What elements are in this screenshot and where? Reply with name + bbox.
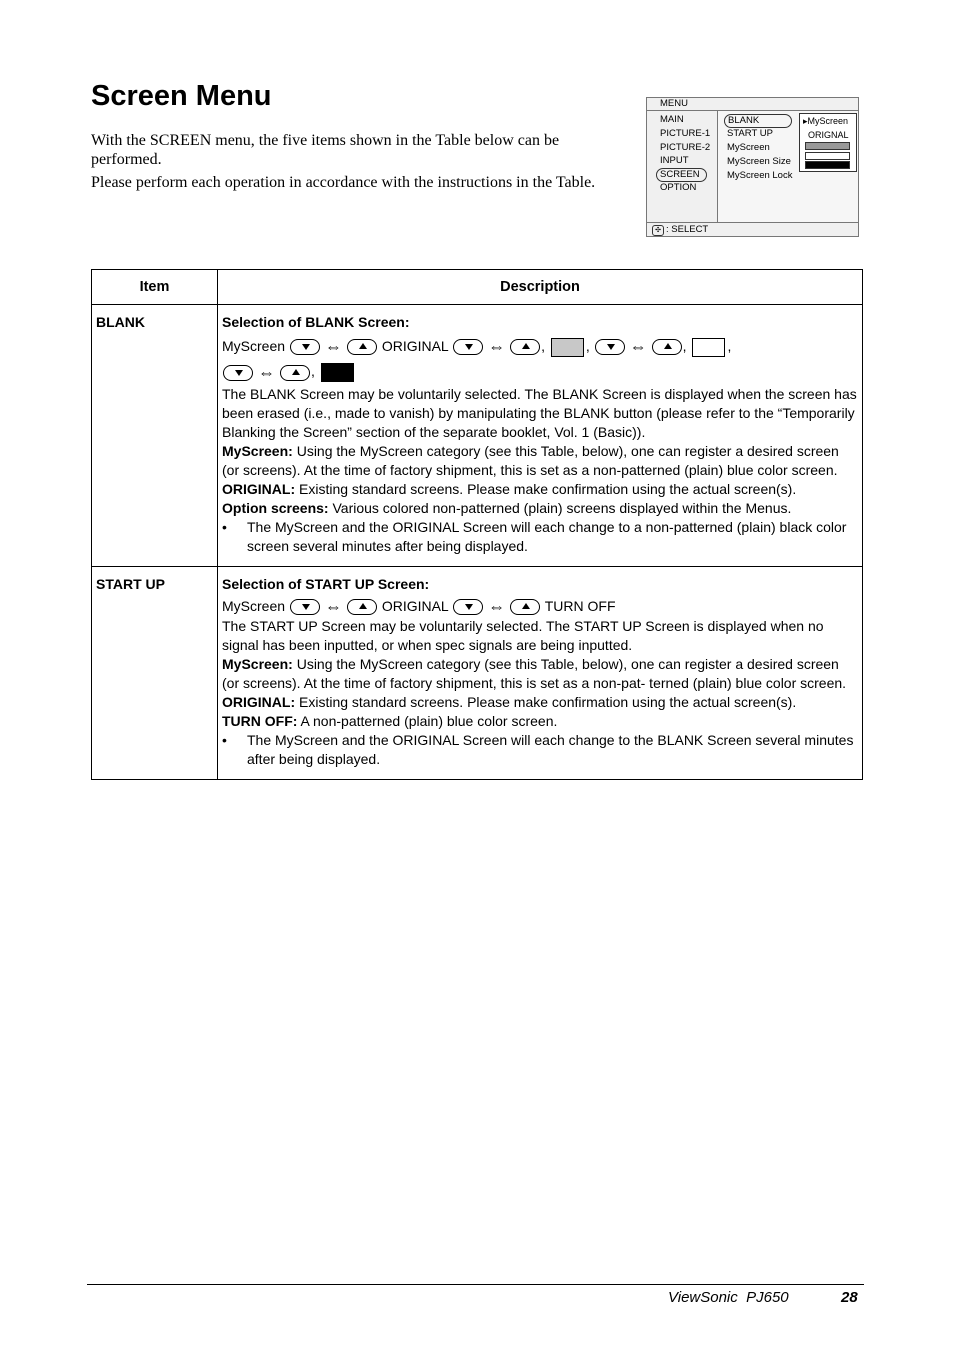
description-start-up bbox=[218, 566, 863, 779]
description-blank bbox=[218, 305, 863, 567]
up-button-icon bbox=[510, 339, 540, 355]
footer-divider bbox=[87, 1284, 864, 1285]
term-label: MyScreen: bbox=[222, 442, 293, 459]
white-screen-swatch bbox=[692, 338, 725, 357]
term-text: Existing standard screens. Please make confirmation using the actual screen(s). bbox=[295, 693, 797, 710]
osd-sub-item: MyScreen bbox=[727, 142, 770, 153]
bullet-text: The MyScreen and the ORIGINAL Screen will each change to the BLANK Screen several minutes after being displayed. bbox=[247, 731, 854, 767]
down-button-icon bbox=[595, 339, 625, 355]
up-button-icon bbox=[347, 599, 377, 615]
item-blank: BLANK bbox=[92, 305, 218, 567]
seq-label: MyScreen bbox=[222, 338, 286, 354]
osd-header-label: MENU bbox=[660, 98, 688, 109]
term-text: Existing standard screens. Please make confirmation using the actual screen(s). bbox=[295, 480, 797, 497]
blank-original-note bbox=[222, 480, 858, 499]
startup-original-note bbox=[222, 693, 858, 712]
page-number: 28 bbox=[841, 1289, 858, 1306]
double-arrow-icon: ⇔ bbox=[488, 596, 506, 616]
osd-popup-item: ORIGNAL bbox=[808, 130, 849, 140]
comma: , bbox=[682, 338, 687, 354]
seq-label: ORIGINAL bbox=[381, 597, 449, 614]
bullet-icon: • bbox=[222, 731, 227, 748]
term-text: Various colored non-patterned (plain) screens displayed within the Menus. bbox=[328, 499, 792, 516]
osd-popup-item: ▸MyScreen bbox=[803, 116, 849, 126]
blank-heading: Selection of BLANK Screen: bbox=[222, 314, 410, 330]
osd-sub-menu bbox=[717, 111, 858, 222]
blank-myscreen-note bbox=[222, 442, 858, 480]
osd-swatch-gray bbox=[805, 142, 850, 150]
osd-swatch-black bbox=[805, 161, 850, 169]
table-row bbox=[92, 566, 863, 779]
screen-menu-illustration bbox=[646, 97, 859, 237]
double-arrow-icon: ⇔ bbox=[324, 596, 342, 616]
blank-bullet bbox=[222, 518, 858, 556]
seq-label: MyScreen bbox=[222, 597, 286, 614]
select-icon: ✣ bbox=[652, 225, 664, 236]
term-label: Option screens: bbox=[222, 499, 329, 516]
down-button-icon bbox=[453, 339, 483, 355]
up-button-icon bbox=[510, 599, 540, 615]
double-arrow-icon: ⇔ bbox=[488, 337, 506, 357]
osd-main-item: PICTURE-2 bbox=[660, 142, 711, 153]
up-button-icon bbox=[280, 365, 310, 381]
item-start-up: START UP bbox=[92, 566, 218, 779]
black-screen-swatch bbox=[321, 363, 354, 382]
term-label: MyScreen: bbox=[222, 655, 293, 672]
blank-sequence bbox=[222, 334, 858, 385]
startup-heading: Selection of START UP Screen: bbox=[222, 575, 430, 592]
osd-footer-label: : SELECT bbox=[666, 224, 709, 235]
osd-main-item-selected: SCREEN bbox=[656, 168, 707, 182]
term-text: Using the MyScreen category (see this Table, below), one can register a desired screen (or screens). At the time of factory shipment, this is set as a non-patterned (plain) blue color screen. bbox=[222, 442, 839, 478]
osd-main-menu bbox=[647, 111, 717, 222]
double-arrow-icon: ⇔ bbox=[324, 337, 342, 357]
bullet-icon: • bbox=[222, 518, 227, 535]
table-row bbox=[92, 305, 863, 567]
osd-main-item: INPUT bbox=[660, 155, 689, 166]
blank-option-note bbox=[222, 499, 858, 518]
osd-footer bbox=[647, 222, 858, 237]
header-item: Item bbox=[92, 270, 218, 305]
gray-screen-swatch bbox=[551, 338, 584, 357]
osd-sub-item-selected: BLANK bbox=[724, 114, 792, 128]
startup-myscreen-note bbox=[222, 655, 858, 693]
comma: , bbox=[585, 338, 590, 354]
osd-sub-item: START UP bbox=[727, 128, 773, 139]
osd-header bbox=[647, 98, 858, 111]
intro-text bbox=[91, 131, 631, 196]
up-button-icon bbox=[347, 339, 377, 355]
bullet-text: The MyScreen and the ORIGINAL Screen will each change to a non-patterned (plain) black color screen several minutes after being displayed. bbox=[247, 518, 847, 554]
double-arrow-icon: ⇔ bbox=[258, 362, 275, 382]
up-button-icon bbox=[652, 339, 682, 355]
seq-label: ORIGINAL bbox=[381, 338, 449, 354]
term-label: ORIGINAL: bbox=[222, 480, 296, 497]
startup-bullet bbox=[222, 731, 858, 769]
down-button-icon bbox=[223, 365, 253, 381]
down-button-icon bbox=[290, 599, 320, 615]
page-title: Screen Menu bbox=[91, 80, 272, 112]
startup-description: The START UP Screen may be voluntarily selected. The START UP Screen is displayed when no signal has been inputted, or when spec signals are being inputted. bbox=[222, 617, 824, 653]
comma: , bbox=[541, 338, 545, 354]
comma: , bbox=[311, 363, 315, 380]
osd-swatch-white bbox=[805, 152, 850, 160]
intro-paragraph-1: With the SCREEN menu, the five items shown in the Table below can be performed. bbox=[91, 132, 560, 168]
osd-main-item: OPTION bbox=[660, 182, 697, 193]
table-header-row bbox=[92, 270, 863, 305]
term-label: ORIGINAL: bbox=[222, 693, 296, 710]
term-text: A non-patterned (plain) blue color screen. bbox=[297, 712, 558, 729]
comma: , bbox=[727, 338, 732, 354]
seq-label: TURN OFF bbox=[544, 597, 616, 614]
header-description: Description bbox=[218, 270, 863, 305]
osd-sub-item: MyScreen Lock bbox=[727, 170, 793, 181]
osd-popup bbox=[799, 113, 857, 172]
term-text: Using the MyScreen category (see this Table, below), one can register a desired screen (or screens). At the time of factory shipment, this is set as a non-pat- terned (plain) blue color screen. bbox=[222, 655, 847, 691]
startup-turnoff-note bbox=[222, 712, 858, 731]
down-button-icon bbox=[290, 339, 320, 355]
osd-main-item: MAIN bbox=[660, 114, 684, 125]
term-label: TURN OFF: bbox=[222, 712, 298, 729]
footer-brand: ViewSonic PJ650 bbox=[668, 1289, 789, 1306]
osd-sub-item: MyScreen Size bbox=[727, 156, 791, 167]
screen-menu-table bbox=[91, 269, 863, 780]
startup-sequence bbox=[222, 596, 858, 617]
down-button-icon bbox=[453, 599, 483, 615]
blank-description: The BLANK Screen may be voluntarily selected. The BLANK Screen is displayed when the screen has been erased (i.e., made to vanish) by manipulating the BLANK button (please refer to the “Temporarily Blanking the Screen” section of the separate booklet, Vol. 1 (Basic)). bbox=[222, 385, 857, 440]
double-arrow-icon: ⇔ bbox=[629, 337, 647, 357]
intro-paragraph-2: Please perform each operation in accordance with the instructions in the Table. bbox=[91, 174, 596, 191]
osd-main-item: PICTURE-1 bbox=[660, 128, 711, 139]
